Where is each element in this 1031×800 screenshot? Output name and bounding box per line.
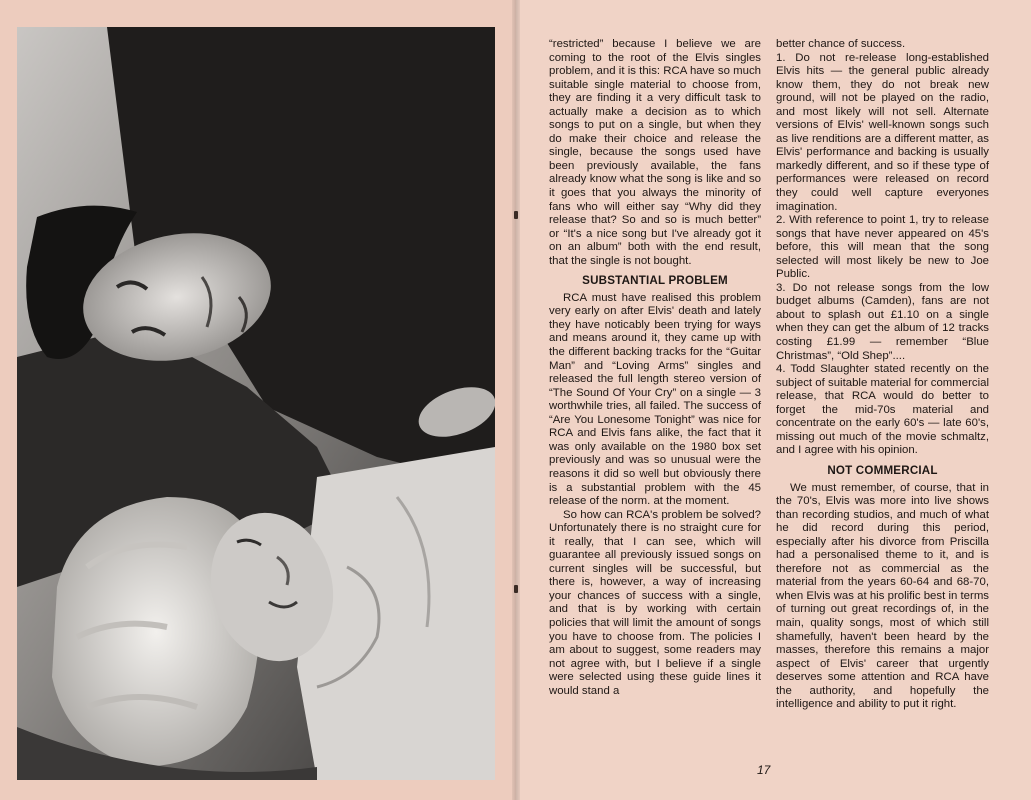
article-paragraph: better chance of success. (776, 38, 906, 50)
article-column-1 (549, 38, 761, 698)
section-heading: NOT COMMERCIAL (827, 463, 938, 477)
section-heading: SUBSTANTIAL PROBLEM (582, 274, 728, 288)
binding-gutter (512, 0, 520, 800)
photo-illustration (17, 27, 495, 780)
staple-icon (514, 211, 518, 219)
numbered-point: 3. Do not release songs from the low budget albums (Camden), fans are not about to splash out £1.10 on a single when they can get the album of 12 tracks costing £1.99 — remember “Blue Christmas”, “Old Shep”.... (776, 281, 989, 362)
page-number: 17 (757, 763, 771, 777)
article-paragraph: “restricted” because I believe we are coming to the root of the Elvis singles problem, and it is this: RCA have so much suitable single material to choose from, they are finding it a very difficult task to actually make a decision as to which songs to put on a single, but when they do make their choice and release the single, because the songs used have been previously available, the fans already know what the song is like and so it goes that you always the minority of fans who will either say “Why did they release that? So and so is much better” or “It's a nice song but I've already got it on an album” both with the end result, that the single is not bought. (549, 38, 761, 267)
numbered-point: 1. Do not re-release long-established Elvis hits — the general public already know them, they do not break new ground, will not be played on the radio, and most likely will not sell. Alternate versions of Elvis' well-known songs such as live renditions are a different matter, as Elvis' performance and backing is usually markedly different, and so if these type of performances were released on record they could well capture everyones imagination. (776, 51, 989, 213)
article-column-2 (776, 38, 989, 712)
article-paragraph: RCA must have realised this problem very early on after Elvis' death and lately they have noticably been trying for ways and means around it, they came up with the different backing tracks for the “Guitar Man” and “Loving Arms” singles and released the full length stereo version of “The Sound Of Your Cry” on a single — 3 worthwhile tries, all failed. The success of “Are You Lonesome Tonight” was nice for RCA and Elvis fans alike, the fact that it was only available on the 1980 box set previously and was so unusual were the reasons it did so well but obviously there is a substantial problem with the 45 release of the norm. at the moment. (549, 291, 761, 508)
numbered-point: 2. With reference to point 1, try to release songs that have never appeared on 45's before, this will mean that the song selected will most likely be new to Joe Public. (776, 214, 989, 281)
article-paragraph: So how can RCA's problem be solved? Unfortunately there is no straight cure for it really, that I can see, which will guarantee all previously issued songs on current singles will be successful, but there is, however, a way of increasing your chances of success with a single, and that is by working with certain policies that will limit the amount of songs you have to choose from. The policies I am about to suggest, some readers may not agree with, but I believe if a single were selected using these guide lines it would stand a (549, 508, 761, 697)
photo-elvis-and-priscilla (17, 27, 495, 780)
article-paragraph: We must remember, of course, that in the 70's, Elvis was more into live shows than recording studios, and much of what he did record during this period, especially after his divorce from Priscilla had a personalised theme to it, and is therefore not as commercial as the material from the years 60-64 and 68-70, when Elvis was at his prolific best in terms of turning out great recordings of, in the main, quality songs, most of which still shamefully, haven't been heard by the masses, therefore this remains a major aspect of Elvis' career that urgently deserves some attention and RCA have the authority, and hopefully the intelligence and ability to put it right. (776, 481, 989, 711)
numbered-point: 4. Todd Slaughter stated recently on the subject of suitable material for commercial release, that RCA would do better to forget the mid-70s material and concentrate on the early 60's — late 60's, missing out much of the movie schmaltz, and I agree with his opinion. (776, 363, 989, 457)
staple-icon (514, 585, 518, 593)
